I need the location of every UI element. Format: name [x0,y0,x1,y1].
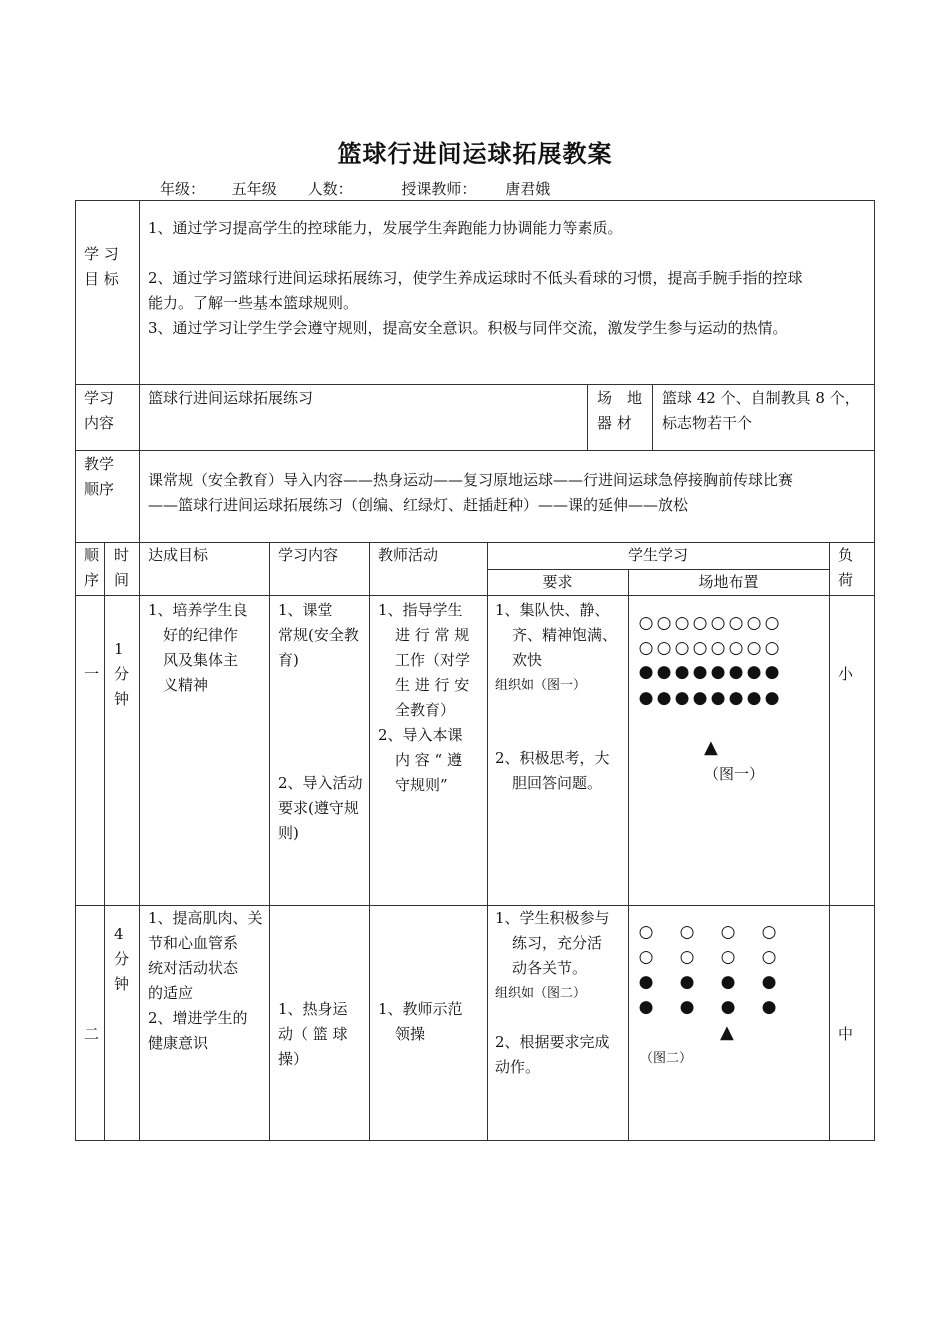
s1-goal-line: 义精神 [163,676,209,694]
objective-item-2-cont: 能力。了解一些基本篮球规则。 [148,294,359,312]
equipment-line: 篮球 42 个、自制教具 8 个， [662,389,860,407]
s2-req-line: 动作。 [495,1058,541,1076]
hollow-circle-icon: ○ [638,638,654,658]
vline [139,542,140,1140]
filled-circle-icon: ● [692,688,708,708]
filled-circle-icon: ● [728,688,744,708]
header-order [84,543,99,593]
filled-circle-icon: ● [656,662,672,682]
s2-req-line: 2、根据要求完成 [495,1033,610,1051]
s2-req-line: 练习，充分活 [512,934,603,952]
hollow-circle-icon: ○ [746,638,762,658]
header-time-char: 时 [114,546,130,564]
filled-circle-icon: ● [656,688,672,708]
objective-item-1: 1、通过学习提高学生的控球能力，发展学生奔跑能力协调能力等素质。 [148,219,623,237]
s1-formation-row-filled [638,662,782,682]
teacher-triangle-icon: ▲ [704,737,718,758]
s1-req-org: 组织如（图一） [495,678,587,693]
header-req: 要求 [542,573,573,591]
s2-formation-row-filled [638,997,779,1017]
filled-circle-icon: ● [746,688,762,708]
header-load [838,543,853,593]
hollow-circle-icon: ○ [761,922,777,942]
s2-load: 中 [838,1025,854,1043]
vline [139,200,140,542]
hollow-circle-icon: ○ [728,638,744,658]
hollow-circle-icon: ○ [674,613,690,633]
content-text: 篮球行进间运球拓展练习 [148,389,314,407]
s1-teach-line: 全教育） [395,701,456,719]
filled-circle-icon: ● [638,662,654,682]
filled-circle-icon: ● [679,997,695,1017]
header-load-char: 荷 [838,571,854,589]
s2-time-char: 分 [114,950,130,968]
s2-goal-line: 1、提高肌肉、关 [148,909,263,927]
table-border-bottom [75,1140,875,1141]
filled-circle-icon: ● [764,688,780,708]
s1-learn-line: 常规(安全教 [278,626,359,644]
s1-time [114,637,129,712]
s1-learn-line: 1、课堂 [278,601,333,619]
teacher-triangle-icon: ▲ [720,1022,734,1043]
s2-figure-caption: （图二） [640,1051,693,1066]
s2-goal [148,906,263,1056]
hollow-circle-icon: ○ [679,947,695,967]
s1-requirements [495,598,617,698]
s1-time-char: 钟 [114,690,130,708]
s1-teach-line: 守规则” [395,776,448,794]
sequence-label-line: 顺序 [84,480,115,498]
vline [587,384,588,450]
filled-circle-icon: ● [638,997,654,1017]
header-goal: 达成目标 [148,546,209,564]
s1-teach-line: 内 容 “ 遵 [395,751,462,769]
hollow-circle-icon: ○ [656,613,672,633]
s2-req-line: 动各关节。 [512,959,588,977]
s2-formation-row-hollow [638,947,779,967]
table-border-top [75,200,875,201]
table-border-right [874,200,875,1141]
s1-learn-line: 则) [278,824,299,842]
hollow-circle-icon: ○ [710,613,726,633]
s1-teach-line: 1、指导学生 [378,601,463,619]
sequence-line-1: 课常规（安全教育）导入内容——热身运动——复习原地运球——行进间运球急停接胸前传球比赛 [148,471,794,489]
s1-time-char: 分 [114,665,130,683]
s1-learn-line: 要求(遵守规 [278,799,359,817]
page-title: 篮球行进间运球拓展教案 [337,140,613,168]
s2-time [114,922,129,997]
table-border-left [75,200,76,1141]
s2-req-line: 1、学生积极参与 [495,909,610,927]
filled-circle-icon: ● [720,997,736,1017]
s1-figure-caption: （图一） [704,765,765,783]
s2-goal-line: 节和心血管系 [148,934,239,952]
header-learn: 学习内容 [278,546,339,564]
header-student: 学生学习 [627,546,688,564]
filled-circle-icon: ● [746,662,762,682]
header-load-char: 负 [838,546,854,564]
hline [75,450,875,451]
s2-teach-line: 1、教师示范 [378,1000,463,1018]
s1-load: 小 [838,665,854,683]
s2-req-org: 组织如（图二） [495,986,587,1001]
hollow-circle-icon: ○ [679,922,695,942]
teacher-name: 唐君娥 [505,180,551,198]
s1-teach-line: 2、导入本课 [378,726,463,744]
s1-requirements-2 [495,746,610,796]
vline [829,542,830,1140]
filled-circle-icon: ● [761,972,777,992]
s2-requirements [495,906,610,1006]
vline [652,384,653,450]
vline [104,542,105,1140]
s2-goal-line: 2、增进学生的 [148,1009,248,1027]
objectives-label-line: 学 习 [84,245,119,263]
s1-goal-line: 1、培养学生良 [148,601,248,619]
filled-circle-icon: ● [692,662,708,682]
s2-goal-line: 的适应 [148,984,194,1002]
hollow-circle-icon: ○ [746,613,762,633]
vline [269,542,270,1140]
s1-goal [148,598,248,698]
filled-circle-icon: ● [710,662,726,682]
hollow-circle-icon: ○ [764,613,780,633]
header-layout: 场地布置 [698,573,759,591]
sequence-line-2: ——篮球行进间运球拓展练习（创编、红绿灯、赶插赶种）——课的延伸——放松 [148,496,689,514]
s1-learn-line: 2、导入活动 [278,774,363,792]
s1-req-line: 胆回答问题。 [512,774,603,792]
s2-goal-line: 统对活动状态 [148,959,239,977]
s1-formation-row-hollow [638,613,782,633]
header-order-char: 序 [84,571,100,589]
meta-line [160,178,550,199]
header-order-char: 顺 [84,546,100,564]
equipment-line: 标志物若干个 [662,414,753,432]
s1-teach-line: 工作（对学 [395,651,471,669]
objectives-label-line: 目 标 [84,270,119,288]
sequence-label-line: 教学 [84,455,115,473]
filled-circle-icon: ● [710,688,726,708]
s1-time-char: 1 [114,640,124,658]
objective-item-3: 3、通过学习让学生学会遵守规则，提高安全意识。积极与同伴交流，激发学生参与运动的热情。 [148,319,788,337]
filled-circle-icon: ● [761,997,777,1017]
filled-circle-icon: ● [638,972,654,992]
filled-circle-icon: ● [764,662,780,682]
s1-learn-a [278,598,359,673]
s1-teacher [378,598,470,798]
filled-circle-icon: ● [638,688,654,708]
hline [75,595,875,596]
grade-label: 年级： [160,180,206,198]
vline [487,542,488,1140]
hollow-circle-icon: ○ [710,638,726,658]
hollow-circle-icon: ○ [764,638,780,658]
s1-learn-b [278,771,363,846]
filled-circle-icon: ● [679,972,695,992]
hollow-circle-icon: ○ [720,947,736,967]
grade-value: 五年级 [231,180,277,198]
s1-goal-line: 好的纪律作 [163,626,239,644]
vline [369,542,370,1140]
hollow-circle-icon: ○ [692,638,708,658]
s2-formation-row-hollow [638,922,779,942]
hollow-circle-icon: ○ [638,613,654,633]
s2-order: 二 [84,1025,100,1043]
vline [628,569,629,1140]
s2-learn-line: 1、热身运 [278,1000,348,1018]
s1-req-line: 齐、精神饱满、 [512,626,618,644]
teacher-label: 授课教师： [401,180,477,198]
hline [75,384,875,385]
s1-req-line: 2、积极思考，大 [495,749,610,767]
s2-teacher [378,997,463,1047]
hollow-circle-icon: ○ [638,922,654,942]
s1-order: 一 [84,665,100,683]
s2-requirements-2 [495,1030,610,1080]
s1-teach-line: 进 行 常 规 [395,626,470,644]
s1-req-line: 1、集队快、静、 [495,601,610,619]
hollow-circle-icon: ○ [728,613,744,633]
equipment-label-line: 器 材 [597,414,632,432]
equipment-label-line: 场 地 [597,389,643,407]
content-label-line: 内容 [84,414,115,432]
s2-goal-line: 健康意识 [148,1034,209,1052]
s2-formation-row-filled [638,972,779,992]
s2-teach-line: 领操 [395,1025,426,1043]
s2-learn-line: 操） [278,1050,309,1068]
objective-item-2: 2、通过学习篮球行进间运球拓展练习，使学生养成运球时不低头看球的习惯，提高手腕手指的控球 [148,269,803,287]
hollow-circle-icon: ○ [638,947,654,967]
header-time-char: 间 [114,571,130,589]
filled-circle-icon: ● [674,688,690,708]
s1-teach-line: 生 进 行 安 [395,676,470,694]
s1-req-line: 欢快 [512,651,543,669]
filled-circle-icon: ● [720,972,736,992]
hollow-circle-icon: ○ [674,638,690,658]
objectives-label [84,242,119,292]
header-time [114,543,129,593]
s1-formation-row-filled [638,688,782,708]
content-label-line: 学习 [84,389,115,407]
s2-time-char: 4 [114,925,124,943]
hollow-circle-icon: ○ [761,947,777,967]
s2-time-char: 钟 [114,975,130,993]
filled-circle-icon: ● [728,662,744,682]
hollow-circle-icon: ○ [692,613,708,633]
s1-goal-line: 风及集体主 [163,651,239,669]
s1-learn-line: 育) [278,651,299,669]
hollow-circle-icon: ○ [656,638,672,658]
s1-formation-row-hollow [638,638,782,658]
content-label [84,386,114,436]
header-teacher: 教师活动 [378,546,439,564]
s2-learn-line: 动（ 篮 球 [278,1025,348,1043]
s2-learn [278,997,348,1072]
hollow-circle-icon: ○ [720,922,736,942]
equipment-text [662,386,860,436]
sequence-label [84,452,114,502]
filled-circle-icon: ● [674,662,690,682]
count-label: 人数： [307,180,353,198]
equipment-label [597,386,642,436]
